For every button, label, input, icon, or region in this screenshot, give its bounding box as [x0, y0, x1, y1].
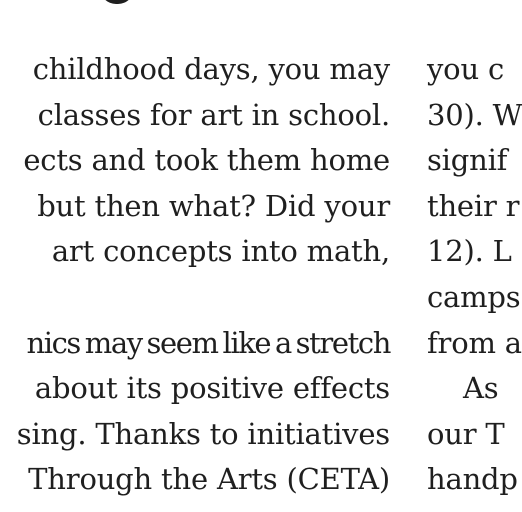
- right-line-4: their r: [427, 188, 520, 223]
- right-column: [427, 47, 522, 503]
- left-column: [0, 47, 390, 503]
- heading-fragment: [100, 0, 140, 4]
- right-line-9: our T: [427, 416, 505, 451]
- right-line-3: signif: [427, 143, 508, 178]
- right-line-7: from a: [427, 325, 522, 360]
- right-line-8: As: [463, 371, 499, 406]
- left-line-8: about its positive effects: [34, 371, 390, 406]
- right-line-5: 12). L: [427, 234, 512, 269]
- right-line-1: you c: [427, 52, 504, 86]
- right-line-10: handp: [427, 462, 518, 497]
- left-line-3: ects and took them home: [23, 143, 390, 178]
- right-line-6: camps: [427, 279, 521, 314]
- left-line-4: but then what? Did your: [37, 188, 390, 223]
- left-line-10: Through the Arts (CETA): [28, 462, 390, 497]
- left-line-7: nics may seem like a stretch: [26, 325, 390, 360]
- left-line-2: classes for art in school.: [37, 97, 390, 132]
- right-line-2: 30). W: [427, 97, 522, 132]
- left-line-1: childhood days, you may: [32, 52, 390, 86]
- left-line-9: sing. Thanks to initiatives: [16, 416, 390, 451]
- left-line-5: art concepts into math,: [51, 234, 390, 269]
